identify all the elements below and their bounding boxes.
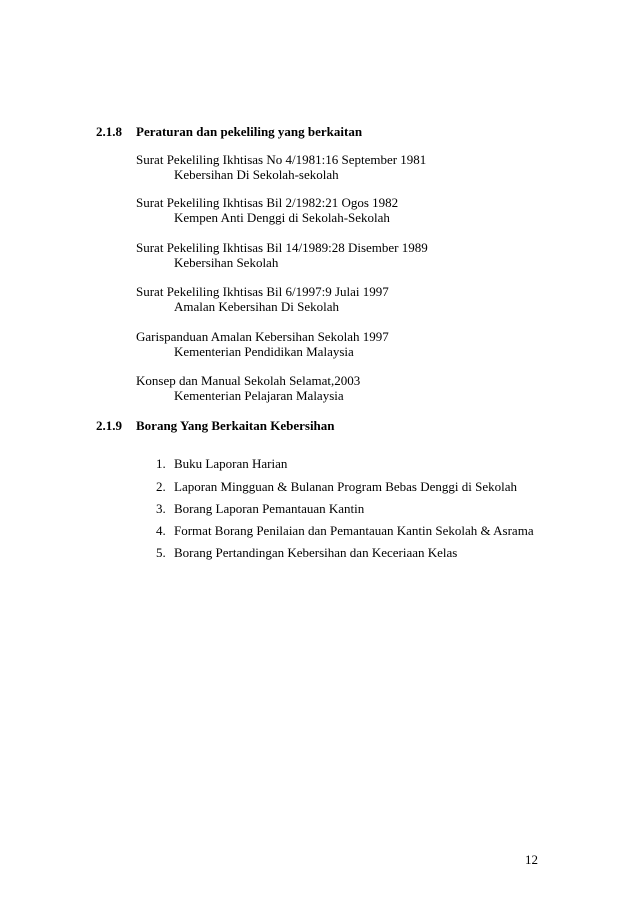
list-item-number: 5. [156,545,166,560]
regulation-title: Surat Pekeliling Ikhtisas Bil 2/1982:21 Ogos 1982 [136,195,399,210]
regulation-detail: Kementerian Pelajaran Malaysia [174,388,344,403]
section-heading: Peraturan dan pekeliling yang berkaitan [136,124,363,139]
regulation-title: Surat Pekeliling Ikhtisas Bil 6/1997:9 Julai 1997 [136,284,389,299]
list-item: Borang Pertandingan Kebersihan dan Keceriaan Kelas [174,545,458,560]
list-item: Format Borang Penilaian dan Pemantauan Kantin Sekolah & Asrama [174,523,534,538]
list-item: Laporan Mingguan & Bulanan Program Bebas Denggi di Sekolah [174,479,517,494]
list-item-number: 1. [156,456,166,471]
section-number: 2.1.9 [96,418,122,433]
list-item-number: 2. [156,479,166,494]
regulation-title: Surat Pekeliling Ikhtisas No 4/1981:16 September 1981 [136,152,427,167]
regulation-title: Surat Pekeliling Ikhtisas Bil 14/1989:28 Disember 1989 [136,240,428,255]
regulation-detail: Kementerian Pendidikan Malaysia [174,344,354,359]
regulation-title: Garispanduan Amalan Kebersihan Sekolah 1997 [136,329,389,344]
regulation-title: Konsep dan Manual Sekolah Selamat,2003 [136,373,361,388]
list-item-number: 4. [156,523,166,538]
list-item-number: 3. [156,501,166,516]
section-number: 2.1.8 [96,124,122,139]
section-heading: Borang Yang Berkaitan Kebersihan [136,418,335,433]
list-item: Buku Laporan Harian [174,456,288,471]
regulation-detail: Kebersihan Di Sekolah-sekolah [174,167,339,182]
regulation-detail: Kempen Anti Denggi di Sekolah-Sekolah [174,210,390,225]
list-item: Borang Laporan Pemantauan Kantin [174,501,365,516]
page-number: 12 [525,852,538,867]
regulation-detail: Kebersihan Sekolah [174,255,279,270]
regulation-detail: Amalan Kebersihan Di Sekolah [174,299,339,314]
